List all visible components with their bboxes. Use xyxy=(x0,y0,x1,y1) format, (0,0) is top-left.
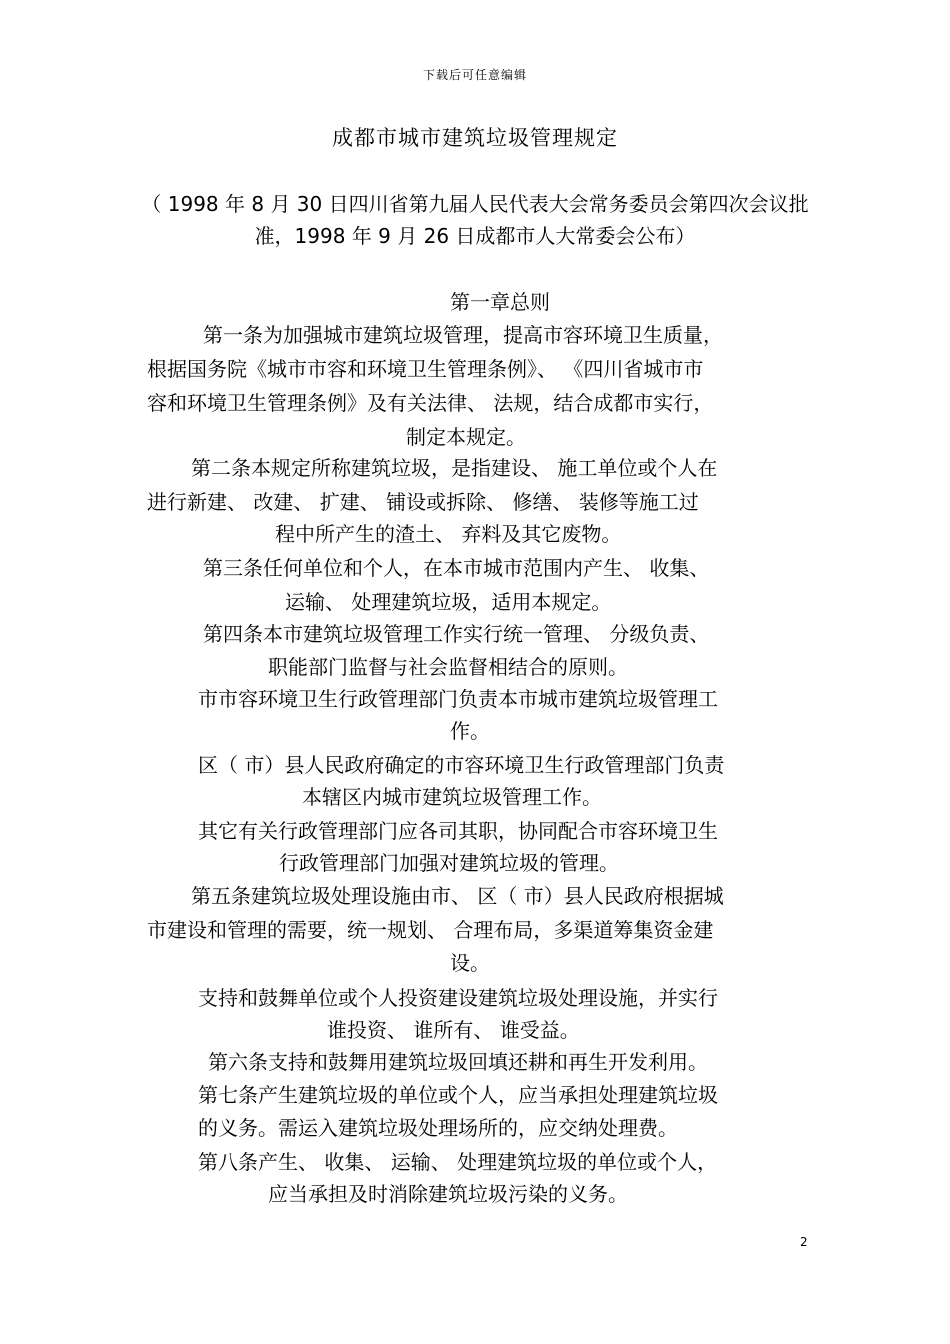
body-line: 根据国务院《城市市容和环境卫生管理条例》、 《四川省城市市 xyxy=(147,357,704,381)
body-line: 第五条建筑垃圾处理设施由市、 区（ 市）县人民政府根据城 xyxy=(191,884,724,908)
body-line: 区（ 市）县人民政府确定的市容环境卫生行政管理部门负责 xyxy=(198,753,725,777)
body-line: 职能部门监督与社会监督相结合的原则。 xyxy=(268,655,628,679)
chapter-title: 第一章总则 xyxy=(450,290,550,314)
document-subtitle: （ 1998 年 8 月 30 日四川省第九届人民代表大会常务委员会第四次会议批准，1998 年 9 月 26 日成都市人大常委会公布） xyxy=(141,192,809,248)
body-line: 行政管理部门加强对建筑垃圾的管理。 xyxy=(279,851,619,875)
body-line: 第四条本市建筑垃圾管理工作实行统一管理、 分级负责、 xyxy=(203,622,710,646)
body-line: 第一条为加强城市建筑垃圾管理，提高市容环境卫生质量， xyxy=(203,323,723,347)
body-line: 市建设和管理的需要，统一规划、 合理布局，多渠道筹集资金建 xyxy=(147,918,714,942)
body-line: 第二条本规定所称建筑垃圾，是指建设、 施工单位或个人在 xyxy=(191,456,718,480)
body-line: 进行新建、 改建、 扩建、 铺设或拆除、 修缮、 装修等施工过 xyxy=(147,490,699,514)
page-header-note: 下载后可任意编辑 xyxy=(422,68,527,82)
body-line: 第七条产生建筑垃圾的单位或个人，应当承担处理建筑垃圾 xyxy=(198,1083,718,1107)
body-line: 运输、 处理建筑垃圾，适用本规定。 xyxy=(285,590,612,614)
body-line: 容和环境卫生管理条例》及有关法律、 法规，结合成都市实行， xyxy=(147,391,714,415)
body-line: 本辖区内城市建筑垃圾管理工作。 xyxy=(302,785,602,809)
body-line: 第八条产生、 收集、 运输、 处理建筑垃圾的单位或个人， xyxy=(198,1150,718,1174)
body-line: 的义务。需运入建筑垃圾处理场所的，应交纳处理费。 xyxy=(198,1116,678,1140)
body-line: 市市容环境卫生行政管理部门负责本市城市建筑垃圾管理工 xyxy=(198,687,718,711)
body-line: 谁投资、 谁所有、 谁受益。 xyxy=(327,1018,580,1042)
body-line: 第六条支持和鼓舞用建筑垃圾回填还耕和再生开发利用。 xyxy=(208,1050,708,1074)
body-line: 制定本规定。 xyxy=(406,425,526,449)
body-line: 程中所产生的渣土、 弃料及其它废物。 xyxy=(275,522,622,546)
body-line: 作。 xyxy=(450,719,490,743)
body-line: 其它有关行政管理部门应各司其职，协同配合市容环境卫生 xyxy=(198,819,718,843)
page-number: 2 xyxy=(800,1235,808,1249)
body-line: 第三条任何单位和个人，在本市城市范围内产生、 收集、 xyxy=(203,556,710,580)
body-line: 设。 xyxy=(450,951,490,975)
body-line: 应当承担及时消除建筑垃圾污染的义务。 xyxy=(268,1182,628,1206)
body-line: 支持和鼓舞单位或个人投资建设建筑垃圾处理设施，并实行 xyxy=(198,986,718,1010)
document-title: 成都市城市建筑垃圾管理规定 xyxy=(332,126,618,150)
